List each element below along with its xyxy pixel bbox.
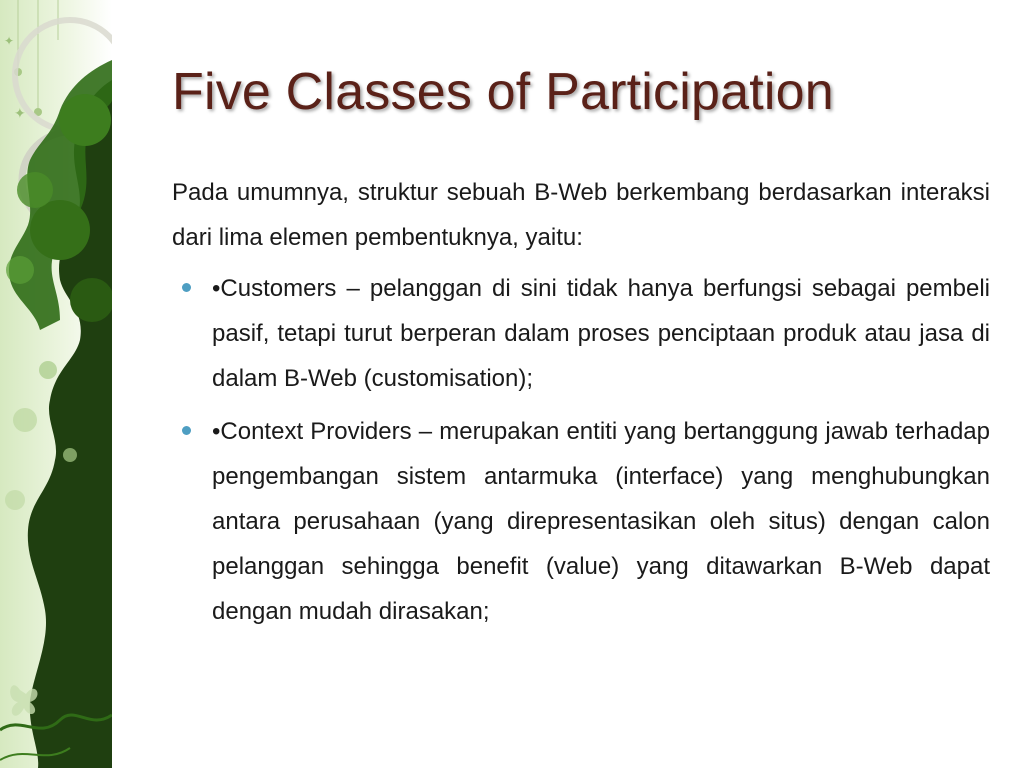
svg-text:✦: ✦ (14, 106, 26, 122)
list-item (172, 409, 990, 634)
decorative-tree-sidebar (0, 0, 112, 768)
list-item (172, 266, 990, 401)
intro-paragraph: Pada umumnya, struktur sebuah B-Web berkembang berdasarkan interaksi dari lima elemen pembentuknya, yaitu: (172, 179, 990, 251)
bullet-dot-icon (182, 426, 191, 435)
bullet-text: •Customers – pelanggan di sini tidak hanya berfungsi sebagai pembeli pasif, tetapi turut berperan dalam proses penciptaan produk atau jasa di dalam B-Web (customisation); (212, 275, 990, 392)
bullet-list (172, 266, 990, 634)
bullet-dot-icon (182, 283, 191, 292)
bullet-text: •Context Providers – merupakan entiti yang bertanggung jawab terhadap pengembangan sistem antarmuka (interface) yang menghubungkan antara perusahaan (yang direpresentasikan oleh situs) dengan calon pelanggan sehingga benefit (value) yang ditawarkan B-Web dapat dengan mudah dirasakan; (212, 418, 990, 625)
slide-body (172, 170, 990, 642)
svg-text:✦: ✦ (4, 34, 15, 48)
slide-title: Five Classes of Participation (172, 63, 834, 121)
